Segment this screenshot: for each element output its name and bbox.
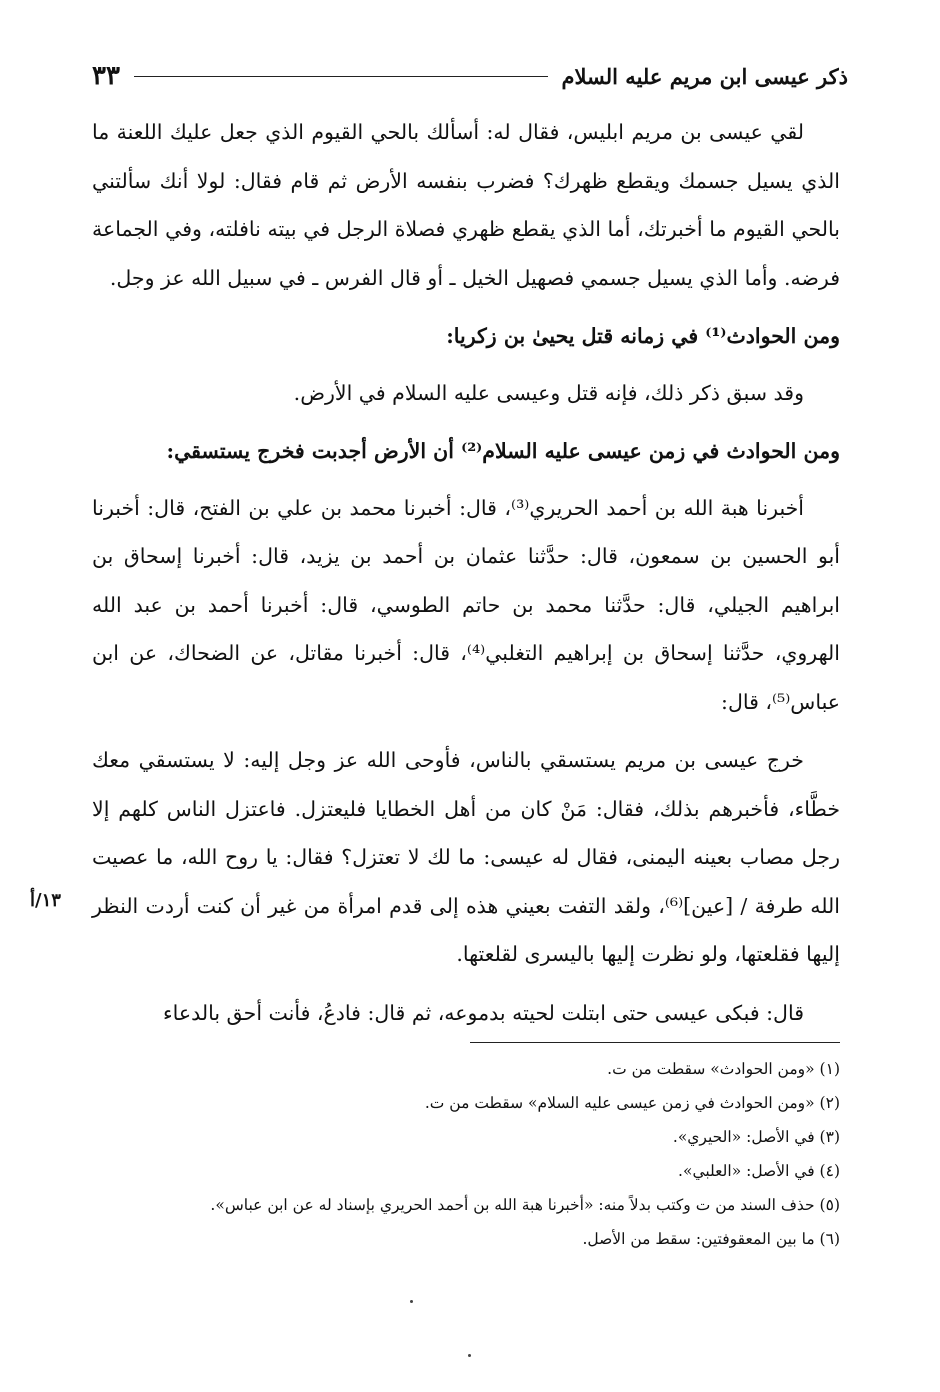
header-rule [134, 76, 548, 77]
running-header [92, 56, 848, 96]
heading-drought: ومن الحوادث في زمن عيسى عليه السلام⁽²⁾ أن الأرض أجدبت فخرج يستسقي: [166, 439, 840, 463]
main-text [92, 108, 840, 1047]
scan-speck [410, 1300, 413, 1303]
chapter-title: ذكر عيسى ابن مريم عليه السلام [561, 63, 848, 89]
paragraph-iblis: لقي عيسى بن مريم ابليس، فقال له: أسألك بالحي القيوم الذي جعل عليك اللعنة ما الذي يسيل جسمك ويقطع ظهرك؟ فضرب بنفسه الأرض ثم قام فقال: لولا أنك سألتني بالحي القيوم ما أخبرتك، أما الذي يقطع ظهري فصلاة الرجل في بيته نافلته، وفي الجماعة فرضه. وأما الذي يسيل جسمي فصهيل الخيل ـ أو قال الفرس ـ في سبيل الله عز وجل. [92, 120, 840, 290]
scan-speck [468, 1354, 471, 1357]
footnote-4: (٤) في الأصل: «العلبي». [678, 1162, 840, 1180]
footnote-2: (٢) «ومن الحوادث في زمن عيسى عليه السلام» سقطت من ت. [424, 1094, 840, 1112]
footnote-6: (٦) ما بين المعقوفتين: سقط من الأصل. [582, 1230, 840, 1248]
manuscript-folio-note: ١٣/أ [30, 890, 61, 911]
paragraph-isnad: أخبرنا هبة الله بن أحمد الحريري⁽³⁾، قال: أخبرنا محمد بن علي بن الفتح، قال: أخبرنا أبو الحسين بن سمعون، قال: حدَّثنا عثمان بن أحمد بن يزيد، قال: أخبرنا إسحاق بن ابراهيم الجيلي، قال: حدَّثنا محمد بن حاتم الطوسي، قال: أخبرنا أحمد بن عبد الله الهروي، حدَّثنا إسحاق بن إبراهيم التغلبي⁽⁴⁾، قال: أخبرنا مقاتل، عن الضحاك، عن ابن عباس⁽⁵⁾، قال: [92, 495, 840, 714]
footnote-1: (١) «ومن الحوادث» سقطت من ت. [607, 1060, 840, 1078]
paragraph-yahya: وقد سبق ذكر ذلك، فإنه قتل وعيسى عليه السلام في الأرض. [293, 380, 804, 405]
footnotes [92, 1052, 840, 1256]
footnote-3: (٣) في الأصل: «الحيري». [672, 1128, 840, 1146]
page-number: ٣٣ [92, 61, 120, 91]
paragraph-weeping: قال: فبكى عيسى حتى ابتلت لحيته بدموعه، ثم قال: فادعُ، فأنت أحق بالدعاء [162, 1000, 804, 1025]
heading-yahya: ومن الحوادث⁽¹⁾ في زمانه قتل يحيىٰ بن زكريا: [446, 324, 840, 348]
footnote-rule [470, 1042, 840, 1043]
paragraph-rain-prayer: خرج عيسى بن مريم يستسقي بالناس، فأوحى الله عز وجل إليه: لا يستسقي معك خطَّاء، فأخبرهم بذلك، فقال: مَنْ كان من أهل الخطايا فليعتزل. فاعتزل الناس كلهم إلا رجل مصاب بعينه اليمنى، فقال له عيسى: ما لك لا تعتزل؟ فقال: يا روح الله، ما عصيت الله طرفة / [عين]⁽⁶⁾، ولقد التفت بعيني هذه إلى قدم امرأة من غير أن كنت أردت النظر إليها فقلعتها، ولو نظرت إليها باليسرى لقلعتها. [92, 748, 840, 966]
footnote-5: (٥) حذف السند من ت وكتب بدلاً منه: «أخبرنا هبة الله بن أحمد الحريري بإسناد له عن ابن عباس». [210, 1196, 840, 1214]
